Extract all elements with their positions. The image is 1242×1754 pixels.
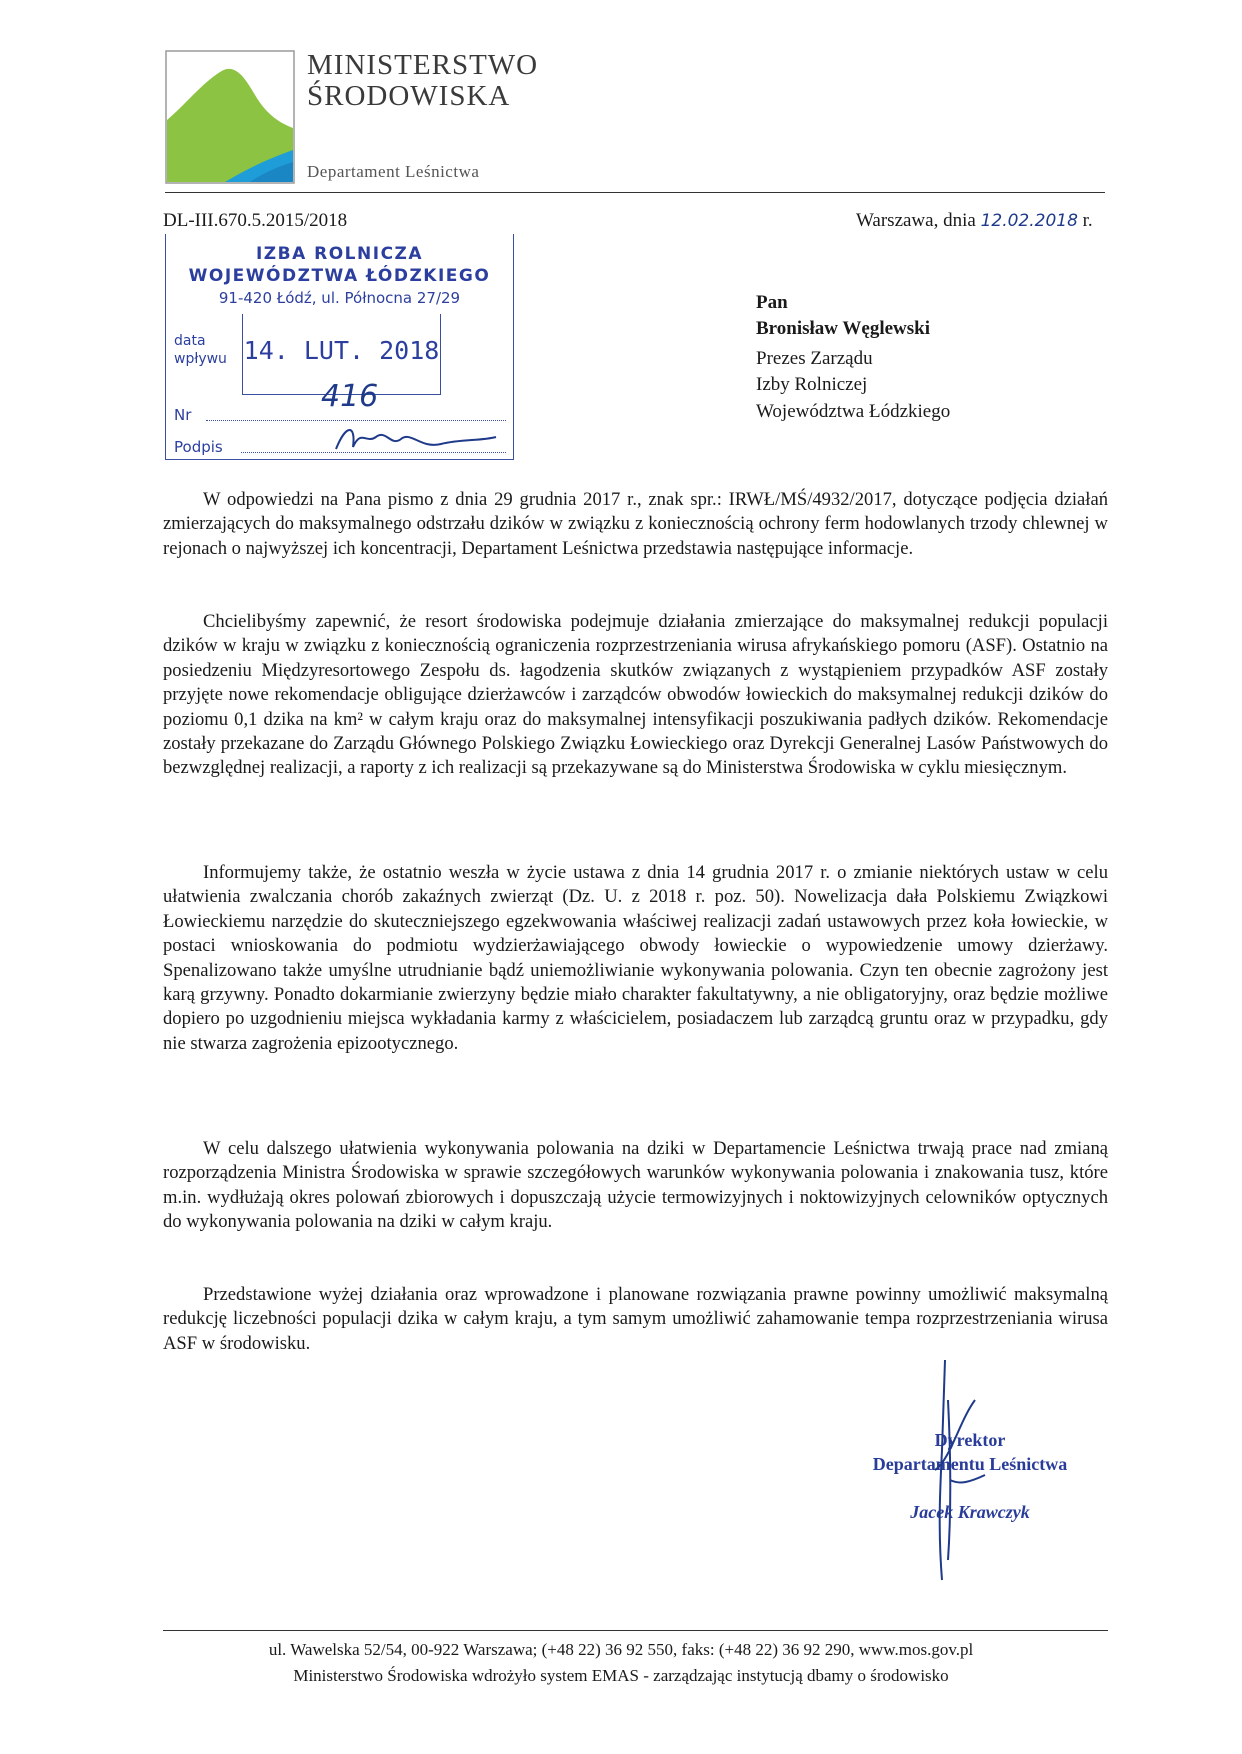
signature-title-line2: Departamentu Leśnictwa	[872, 1454, 1068, 1474]
handwritten-signature	[890, 1360, 1010, 1590]
paragraph-text: Informujemy także, że ostatnio weszła w życie ustawa z dnia 14 grudnia 2017 r. o zmianie niektórych ustaw w celu ułatwienia zwalczania chorób zakaźnych zwierząt (Dz. U. z 2018 r. poz. 50). Nowelizacja dała Polskiemu Związkowi Łowieckiemu narzędzie do skuteczniejszego egzekwowania właściwej realizacji zadań ustawowych przez koła łowieckie, w postaci wnioskowania do podmiotu wydzierżawiającego obwody łowieckie o wypowiedzenie umowy dzierżawy. Spenalizowano także umyślne utrudnianie bądź uniemożliwianie wykonywania polowania. Czyn ten obecnie zagrożony jest karą grzywny. Ponadto dokarmianie zwierzyny będzie miało charakter fakultatywny, a nie obligatoryjny, oraz będzie możliwe dopiero po uzgodnieniu miejsca wykładania karmy z właścicielem, posiadaczem lub zarządcą gruntu oraz w przypadku, gdy nie stwarza zagrożenia epizootycznego.	[163, 862, 1108, 1054]
ministry-name-line1: MINISTERSTWO	[307, 49, 539, 81]
header-divider	[165, 192, 1105, 193]
paragraph-text: Chcielibyśmy zapewnić, że resort środowiska podejmuje działania zmierzające do maksymalnej redukcji populacji dzików w kraju w związku z koniecznością ograniczenia rozprzestrzeniania wirusa afrykańskiego pomoru (ASF). Ostatnio na posiedzeniu Międzyresortowego Zespołu ds. łagodzenia skutków związanych z wystąpieniem przypadków ASF zostały przyjęte nowe rekomendacje obligujące dzierżawców i zarządców obwodów łowieckich do maksymalnej redukcji dzików do poziomu 0,1 dzika na km² w całym kraju oraz do maksymalnej intensyfikacji poszukiwania padłych dzików. Rekomendacje zostały przekazane do Zarządu Głównego Polskiego Związku Łowieckiego oraz Dyrekcji Generalnej Lasów Państwowych do bezwzględnej realizacji, a raporty z ich realizacji są przekazywane są do Ministerstwa Środowiska w cyklu miesięcznym.	[163, 611, 1108, 779]
date-prefix: Warszawa, dnia	[856, 210, 976, 231]
ministry-name	[307, 50, 538, 112]
stamp-nr-label: Nr	[174, 406, 192, 424]
addressee-line3: Województwa Łódzkiego	[756, 401, 951, 422]
ministry-logo	[165, 50, 295, 184]
date-suffix: r.	[1082, 210, 1093, 231]
footer-divider	[163, 1630, 1108, 1631]
body-paragraph-4	[163, 1137, 1108, 1235]
reference-number: DL-III.670.5.2015/2018	[163, 210, 348, 231]
stamp-title-line2: WOJEWÓDZTWA ŁÓDZKIEGO	[188, 266, 491, 286]
letter-date	[856, 210, 1093, 232]
department-name: Departament Leśnictwa	[307, 162, 480, 181]
signature-title-line1: Dyrektor	[934, 1430, 1006, 1450]
paragraph-text: W odpowiedzi na Pana pismo z dnia 29 grudnia 2017 r., znak spr.: IRWŁ/MŚ/4932/2017, dotyczące podjęcia działań zmierzających do maksymalnego odstrzału dzików w związku z koniecznością ochrony ferm hodowlanych trzody chlewnej w rejonach o najwyższej ich koncentracji, Departament Leśnictwa przedstawia następujące informacje.	[163, 489, 1108, 559]
body-paragraph-1	[163, 488, 1108, 561]
stamp-address: 91-420 Łódź, ul. Północna 27/29	[218, 289, 461, 307]
stamp-title-line1: IZBA ROLNICZA	[255, 244, 424, 264]
paragraph-text: W celu dalszego ułatwienia wykonywania polowania na dziki w Departamencie Leśnictwa trwają prace nad zmianą rozporządzenia Ministra Środowiska w sprawie szczegółowych warunków wykonywania polowania i znakowania tusz, które m.in. wydłużają okres polowań zbiorowych i dopuszczają użycie termowizyjnych i noktowizyjnych celowników optycznych do wykonywania polowania na dziki w całym kraju.	[163, 1138, 1108, 1233]
date-handwritten: 12.02.2018	[980, 211, 1078, 231]
footer-address: ul. Wawelska 52/54, 00-922 Warszawa; (+48 22) 36 92 550, faks: (+48 22) 36 92 290, www.mos.gov.pl	[268, 1640, 974, 1659]
stamp-signature-scribble	[331, 419, 501, 459]
signature-name: Jacek Krawczyk	[910, 1502, 1030, 1522]
stamp-data-label-text: data wpływu	[174, 333, 227, 367]
paragraph-text: Przedstawione wyżej działania oraz wprowadzone i planowane rozwiązania prawne powinny umożliwić maksymalną redukcję liczebności populacji dzika w całym kraju, a tym samym umożliwić zahamowanie tempa rozprzestrzeniania wirusa ASF w środowisku.	[163, 1284, 1108, 1354]
addressee-line2: Izby Rolniczej	[756, 374, 868, 395]
stamp-podpis-label: Podpis	[174, 438, 223, 456]
logo-icon	[165, 50, 295, 184]
stamp-received-date: 14. LUT. 2018	[243, 336, 440, 365]
body-paragraph-3	[163, 861, 1108, 1056]
stamp-handwritten-number: 416	[321, 379, 379, 414]
body-paragraph-5	[163, 1283, 1108, 1356]
addressee-salutation: Pan	[756, 292, 788, 313]
addressee-name: Bronisław Węglewski	[756, 318, 931, 339]
body-paragraph-2	[163, 610, 1108, 781]
footer-emas: Ministerstwo Środowiska wdrożyło system EMAS - zarządzając instytucją dbamy o środowisko	[293, 1666, 949, 1685]
addressee-line1: Prezes Zarządu	[756, 348, 873, 369]
received-stamp	[165, 234, 514, 460]
ministry-name-line2: ŚRODOWISKA	[307, 80, 511, 112]
stamp-data-label	[174, 332, 227, 368]
